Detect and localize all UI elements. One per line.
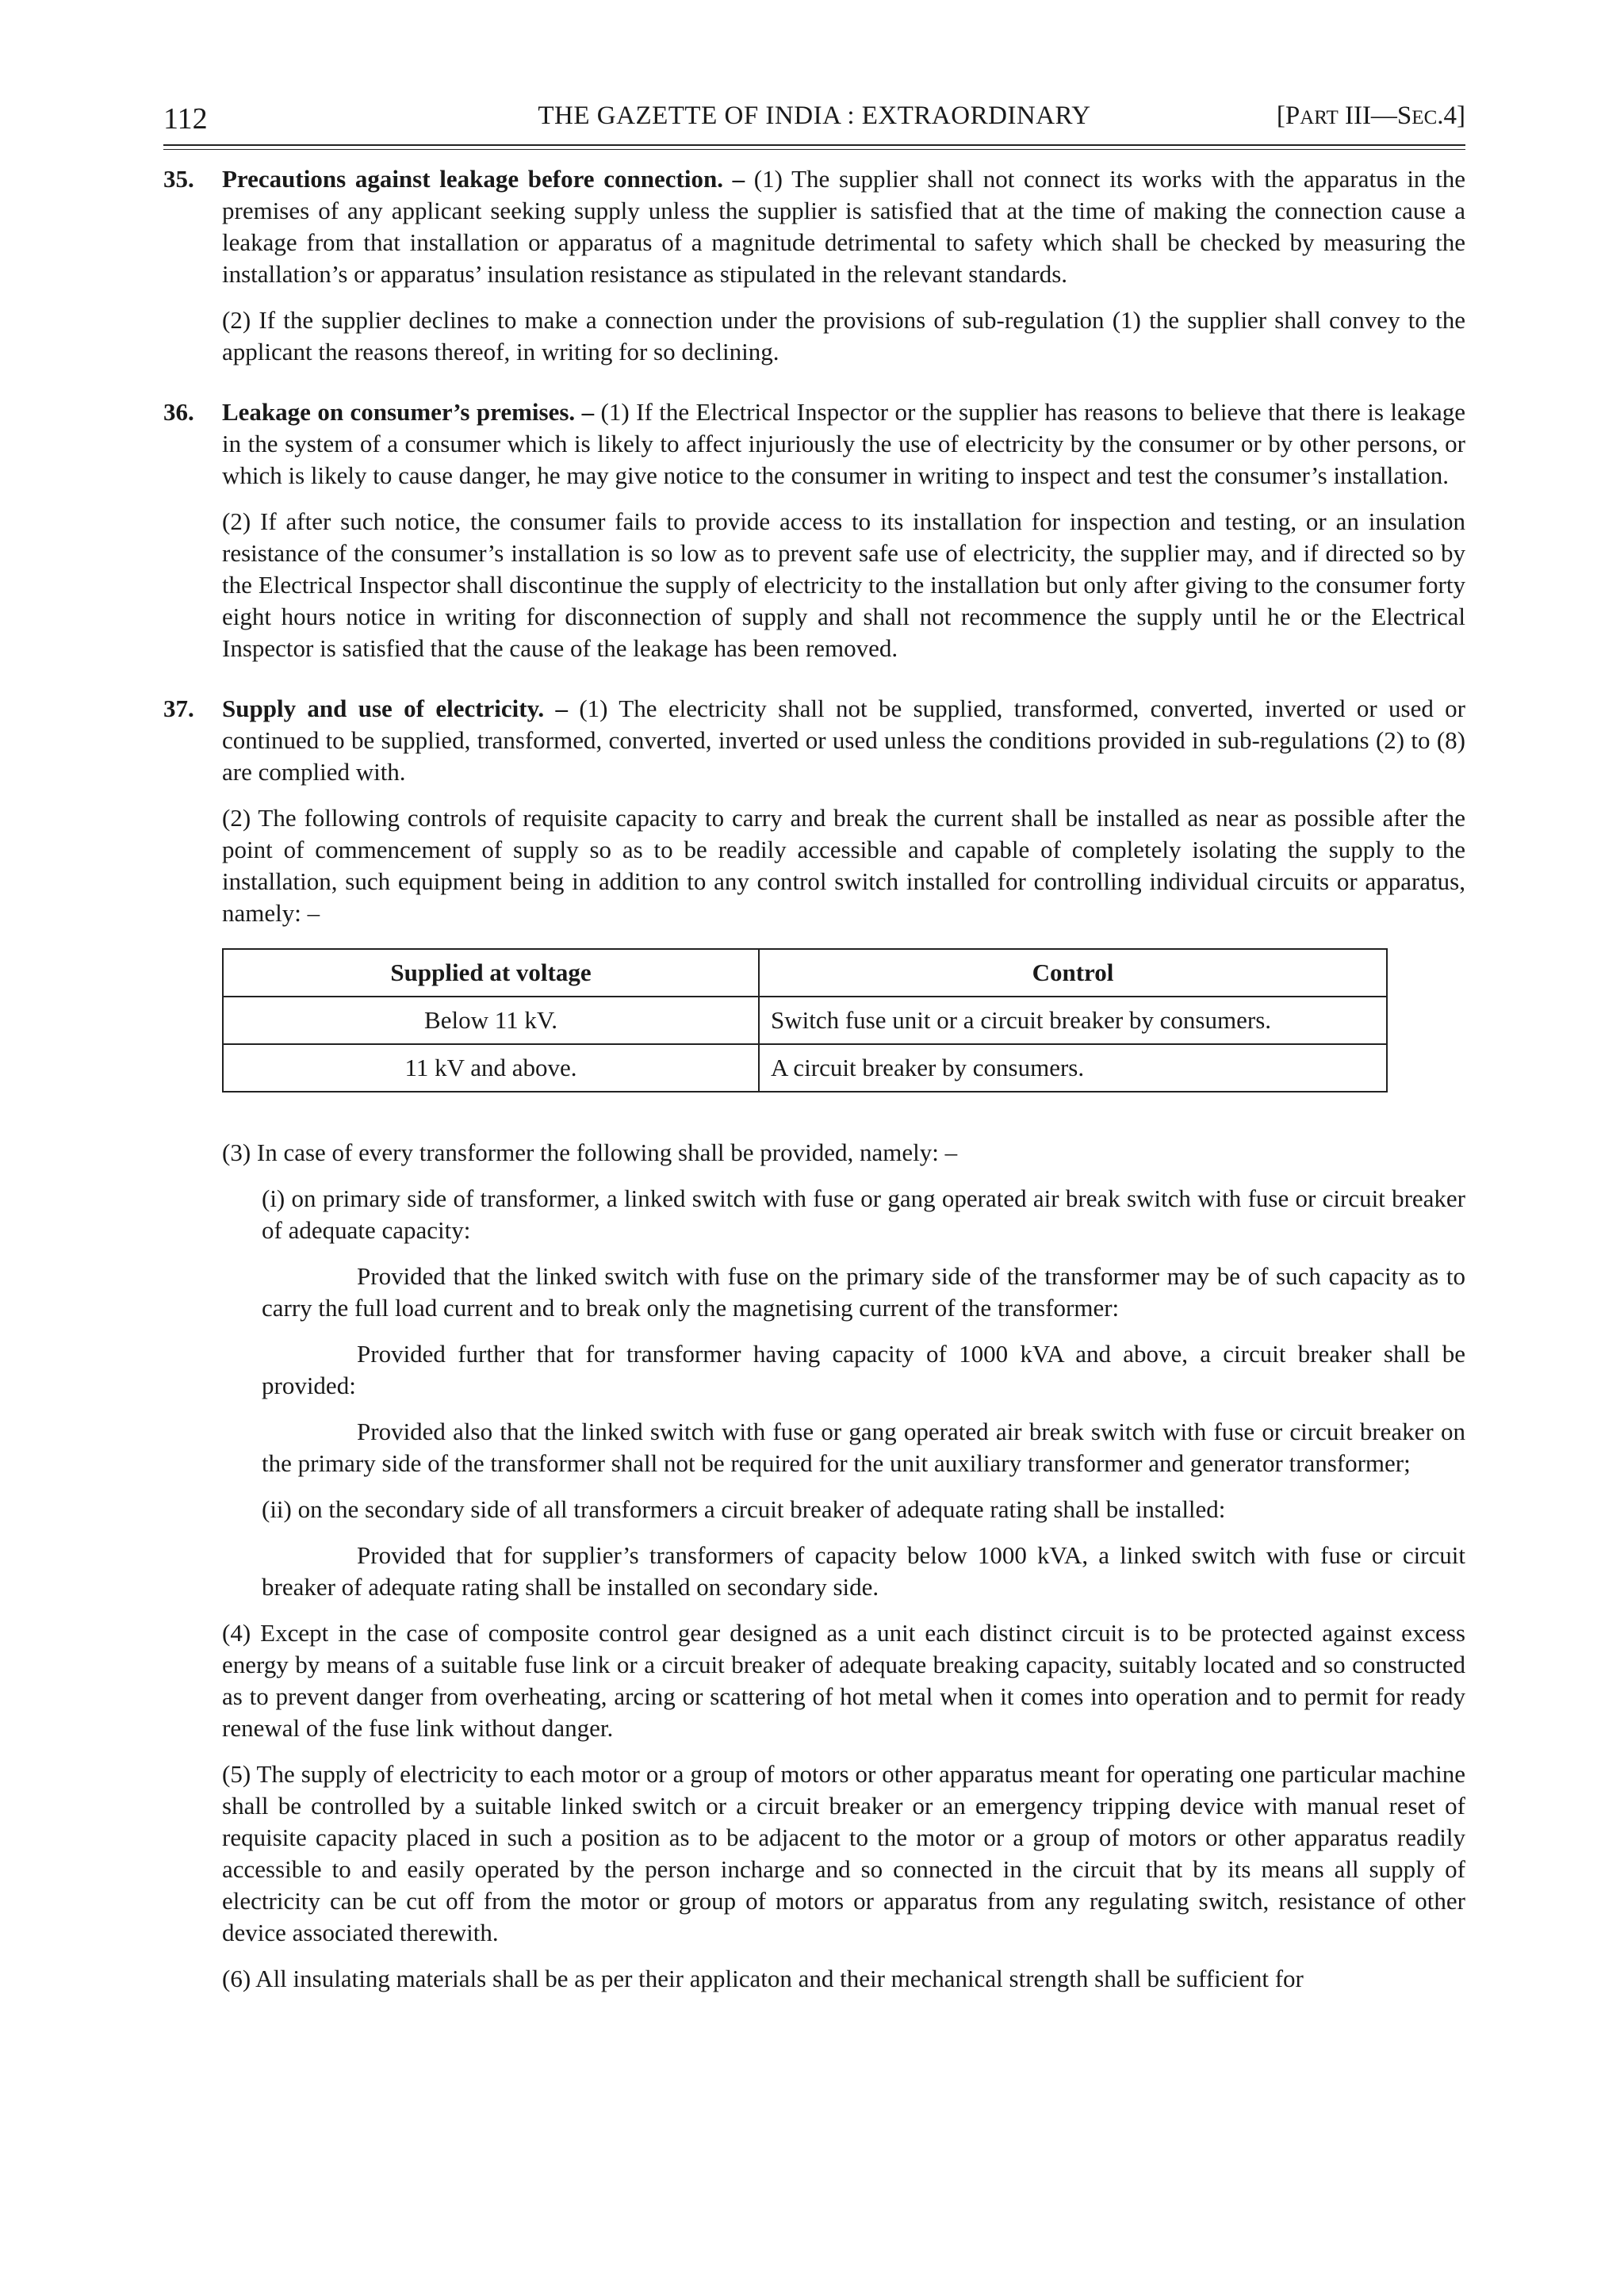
table-row	[223, 997, 1387, 1044]
section-number: 37.	[163, 695, 194, 722]
paragraph: (6) All insulating materials shall be as per their applicaton and their mechanical strength shall be sufficient for	[222, 1965, 1304, 1992]
part-section-label: [PART III—SEC.4]	[1276, 101, 1465, 130]
paragraph: (2) If the supplier declines to make a connection under the provisions of sub-regulation (1) the supplier shall convey to the applicant the reasons thereof, in writing for so declining.	[222, 306, 1465, 365]
section-heading: Precautions against leakage before connection. –	[222, 165, 745, 193]
header-rule-thick	[163, 144, 1465, 146]
controls-table	[222, 948, 1388, 1093]
section-heading: Supply and use of electricity. –	[222, 695, 569, 722]
gazette-title: THE GAZETTE OF INDIA : EXTRAORDINARY	[538, 101, 1091, 130]
table-header-cell: Control	[759, 949, 1387, 997]
table-cell: Below 11 kV.	[223, 997, 759, 1044]
clause: (ii) on the secondary side of all transformers a circuit breaker of adequate rating shall be installed:	[262, 1495, 1226, 1523]
section-content	[222, 693, 1465, 1137]
proviso: Provided also that the linked switch with fuse or gang operated air break switch with fuse or circuit breaker on the primary side of the transformer shall not be required for the unit auxiliary transformer and generator transformer;	[262, 1418, 1465, 1477]
section-content	[222, 163, 1465, 382]
table-cell: 11 kV and above.	[223, 1044, 759, 1092]
document-body	[163, 163, 1465, 2009]
paragraph: (3) In case of every transformer the following shall be provided, namely: –	[222, 1138, 958, 1166]
header-rule-thin	[163, 149, 1465, 150]
section-number: 36.	[163, 398, 194, 426]
page-header	[163, 101, 1465, 138]
paragraph: Leakage on consumer’s premises. – (1) If the Electrical Inspector or the supplier has reasons to believe that there is leakage in the system of a consumer which is likely to affect injuriously the use of electricity by the consumer or by other persons, or which is likely to cause danger, he may give notice to the consumer in writing to inspect and test the consumer’s installation.	[222, 398, 1465, 489]
clause: (i) on primary side of transformer, a linked switch with fuse or gang operated air break switch with fuse or circuit breaker of adequate capacity:	[262, 1184, 1465, 1244]
table-row	[223, 1044, 1387, 1092]
section-heading: Leakage on consumer’s premises. –	[222, 398, 595, 426]
paragraph: Precautions against leakage before connection. – (1) The supplier shall not connect its works with the apparatus in the premises of any applicant seeking supply unless the supplier is satisfied that at the time of making the connection cause a leakage from that installation or apparatus of a magnitude detrimental to safety which shall be checked by measuring the installation’s or apparatus’ insulation resistance as stipulated in the relevant standards.	[222, 165, 1465, 288]
table-header-row	[223, 949, 1387, 997]
section-37	[163, 693, 1465, 1137]
table-cell: Switch fuse unit or a circuit breaker by consumers.	[759, 997, 1387, 1044]
proviso: Provided further that for transformer having capacity of 1000 kVA and above, a circuit breaker shall be provided:	[262, 1340, 1465, 1399]
section-number: 35.	[163, 165, 194, 193]
table-header-cell: Supplied at voltage	[223, 949, 759, 997]
table-cell: A circuit breaker by consumers.	[759, 1044, 1387, 1092]
paragraph: (4) Except in the case of composite control gear designed as a unit each distinct circuit is to be protected against excess energy by means of a suitable fuse link or a circuit breaker of adequate breaking capacity, suitably located and so constructed as to prevent danger from overheating, arcing or scattering of hot metal when it comes into operation and to permit for ready renewal of the fuse link without danger.	[222, 1619, 1465, 1742]
page-number: 112	[163, 102, 208, 136]
paragraph: (5) The supply of electricity to each motor or a group of motors or other apparatus meant for operating one particular machine shall be controlled by a suitable linked switch or a circuit breaker or an emergency tripping device with manual reset of requisite capacity placed in such a position as to be adjacent to the motor or a group of motors or other apparatus readily accessible to and easily operated by the person incharge and so connected in the circuit that by its means all supply of electricity can be cut off from the motor or group of motors or apparatus from any regulating switch, resistance of other device associated therewith.	[222, 1760, 1465, 1946]
section-content	[222, 396, 1465, 679]
clause-block	[262, 1183, 1465, 1603]
paragraph: (2) The following controls of requisite capacity to carry and break the current shall be installed as near as possible after the point of commencement of supply so as to be readily accessible and capable of completely isolating the supply to the installation, such equipment being in addition to any control switch installed for controlling individual circuits or apparatus, namely: –	[222, 804, 1465, 927]
paragraph: (2) If after such notice, the consumer fails to provide access to its installation for inspection and testing, or an insulation resistance of the consumer’s installation is so low as to prevent safe use of electricity, the supplier may, and if directed so by the Electrical Inspector shall discontinue the supply of electricity to the installation but only after giving to the consumer forty eight hours notice in writing for disconnection of supply and shall not recommence the supply until he or the Electrical Inspector is satisfied that the cause of the leakage has been removed.	[222, 507, 1465, 662]
section-36	[163, 396, 1465, 679]
paragraph: Supply and use of electricity. – (1) The electricity shall not be supplied, transformed, converted, inverted or used or continued to be supplied, transformed, converted, inverted or used unless the conditions provided in sub-regulations (2) to (8) are complied with.	[222, 695, 1465, 786]
sub-regulations	[222, 1137, 1465, 1995]
section-35	[163, 163, 1465, 382]
proviso: Provided that the linked switch with fuse on the primary side of the transformer may be of such capacity as to carry the full load current and to break only the magnetising current of the transformer:	[262, 1262, 1465, 1322]
proviso: Provided that for supplier’s transformers of capacity below 1000 kVA, a linked switch with fuse or circuit breaker of adequate rating shall be installed on secondary side.	[262, 1541, 1465, 1601]
